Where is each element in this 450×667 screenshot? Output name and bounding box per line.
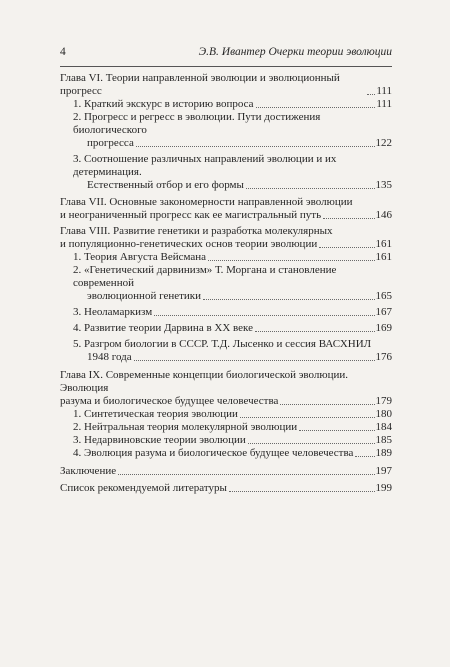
dot-leader [319, 247, 374, 248]
dot-leader [256, 107, 376, 108]
page-number: 4 [60, 46, 66, 58]
toc-page-number: 185 [375, 434, 392, 446]
dot-leader [208, 260, 374, 261]
toc-page-number: 179 [375, 395, 392, 407]
toc-entry-title-line-2: и популяционно-генетических основ теории эволюции [60, 238, 318, 250]
toc-entry-title: 2. Нейтральная теория молекулярной эволюции [73, 421, 298, 433]
dot-leader [323, 218, 374, 219]
toc-entry-title-line-1: 3. Соотношение различных направлений эволюции и их детерминация. [73, 153, 337, 178]
toc-entry-title: 4. Развитие теории Дарвина в XX веке [73, 322, 253, 334]
toc-entry-section-9-2 [60, 421, 392, 434]
toc-page-number: 165 [375, 290, 392, 302]
toc-entry-title-line-2: 1948 года [87, 351, 132, 363]
toc-entry-title: 3. Недарвиновские теории эволюции [73, 434, 246, 446]
dot-leader [136, 146, 375, 147]
running-title: Э.В. Ивантер Очерки теории эволюции [198, 46, 392, 58]
dot-leader [367, 94, 375, 95]
dot-leader [118, 474, 374, 475]
toc-entry-title-line-1: Глава VIII. Развитие генетики и разработка молекулярных [60, 225, 333, 237]
dot-leader [255, 331, 375, 332]
header-rule [60, 66, 392, 67]
toc-entry-section-8-1 [60, 251, 392, 264]
toc-entry-section-6-2 [60, 111, 392, 150]
toc-page-number: 167 [375, 306, 392, 318]
toc-page-number: 135 [375, 179, 392, 191]
toc-entry-chapter-7 [60, 196, 392, 222]
toc-entry-section-6-1 [60, 98, 392, 111]
toc-page-number: 122 [375, 137, 392, 149]
dot-leader [240, 417, 375, 418]
dot-leader [203, 299, 374, 300]
toc-entry-section-9-4 [60, 447, 392, 460]
toc-entry-title: 3. Неоламаркизм [73, 306, 153, 318]
dot-leader [280, 404, 374, 405]
toc-entry-title: 4. Эволюция разума и биологическое будущее человечества [73, 447, 354, 459]
dot-leader [229, 491, 375, 492]
toc-entry-chapter-8 [60, 225, 392, 251]
toc-page-number: 146 [375, 209, 392, 221]
toc-entry-section-8-4 [60, 322, 392, 335]
toc-entry-title-line-2: прогресса [87, 137, 134, 149]
table-of-contents [60, 72, 392, 495]
toc-entry-title-line-1: 2. Прогресс и регресс в эволюции. Пути достижения биологического [73, 111, 321, 136]
toc-page-number: 176 [375, 351, 392, 363]
toc-entry-references [60, 482, 392, 495]
toc-entry-title-line-1: Глава VII. Основные закономерности направленной эволюции [60, 196, 353, 208]
toc-entry-section-9-3 [60, 434, 392, 447]
toc-page-number: 111 [376, 98, 392, 110]
toc-entry-title: 1. Краткий экскурс в историю вопроса [73, 98, 254, 110]
toc-page-number: 199 [375, 482, 392, 494]
toc-entry-title-line-2: разума и биологическое будущее человечества [60, 395, 279, 407]
toc-entry-title-line-2: эволюционной генетики [87, 290, 202, 302]
toc-page-number: 161 [375, 251, 392, 263]
toc-entry-section-8-3 [60, 306, 392, 319]
dot-leader [154, 315, 374, 316]
toc-entry-title-line-2: Естественный отбор и его формы [87, 179, 244, 191]
toc-entry-title: Список рекомендуемой литературы [60, 482, 227, 494]
toc-entry-section-6-3 [60, 153, 392, 192]
toc-page-number: 197 [375, 465, 392, 477]
toc-entry-title-line-1: 5. Разгром биологии в СССР. Т.Д. Лысенко и сессия ВАСХНИЛ [73, 338, 372, 350]
toc-entry-chapter-9 [60, 369, 392, 408]
toc-entry-title-line-2: и неограниченный прогресс как ее магистральный путь [60, 209, 322, 221]
toc-page-number: 169 [375, 322, 392, 334]
toc-entry-section-8-5 [60, 338, 392, 364]
toc-entry-conclusion [60, 465, 392, 478]
toc-entry-title-line-1: 2. «Генетический дарвинизм» Т. Моргана и становление современной [73, 264, 337, 289]
toc-entry-section-8-2 [60, 264, 392, 303]
toc-entry-section-9-1 [60, 408, 392, 421]
toc-entry-title: Глава VI. Теории направленной эволюции и эволюционный прогресс [60, 72, 340, 97]
toc-page-number: 111 [376, 85, 392, 97]
toc-entry-title: 1. Синтетическая теория эволюции [73, 408, 238, 420]
toc-entry-chapter-6 [60, 72, 392, 98]
dot-leader [355, 456, 374, 457]
dot-leader [299, 430, 374, 431]
toc-page-number: 161 [375, 238, 392, 250]
toc-entry-title-line-1: Глава IX. Современные концепции биологической эволюции. Эволюция [60, 369, 349, 394]
dot-leader [134, 360, 375, 361]
dot-leader [246, 188, 375, 189]
toc-page-number: 180 [375, 408, 392, 420]
toc-page-number: 184 [375, 421, 392, 433]
toc-page-number: 189 [375, 447, 392, 459]
toc-entry-title: 1. Теория Августа Вейсмана [73, 251, 207, 263]
dot-leader [248, 443, 375, 444]
page-header [60, 46, 392, 62]
toc-entry-title: Заключение [60, 465, 117, 477]
